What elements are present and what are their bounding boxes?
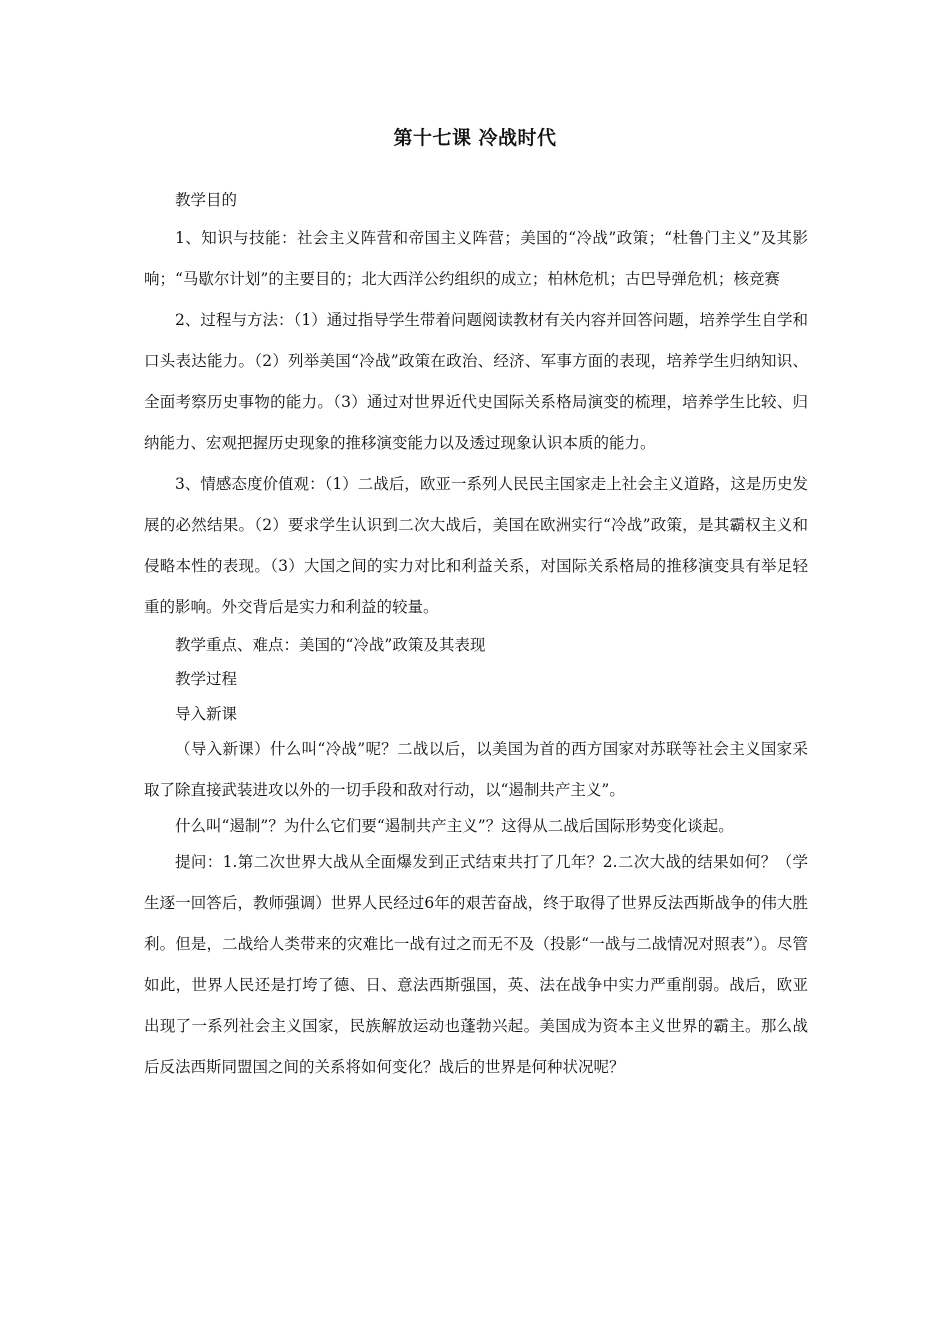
paragraph-knowledge-skills: 1、知识与技能：社会主义阵营和帝国主义阵营；美国的“冷战”政策；“杜鲁门主义”及其影响；“马歇尔计划”的主要目的；北大西洋公约组织的成立；柏林危机；古巴导弹危机；核竞赛 xyxy=(144,228,808,288)
document-body xyxy=(144,185,808,1088)
paragraph-questions: 提问：1.第二次世界大战从全面爆发到正式结束共打了几年？2.二次大战的结果如何？（学生逐一回答后，教师强调）世界人民经过6年的艰苦奋战，终于取得了世界反法西斯战争的伟大胜利。但是，二战给人类带来的灾难比一战有过之而无不及（投影“一战与二战情况对照表”）。尽管如此，世界人民还是打垮了德、日、意法西斯强国，英、法在战争中实力严重削弱。战后，欧亚出现了一系列社会主义国家，民族解放运动也蓬勃兴起。美国成为资本主义世界的霸主。那么战后反法西斯同盟国之间的关系将如何变化？战后的世界是何种状况呢？ xyxy=(144,852,808,1076)
document-title: 第十七课 冷战时代 xyxy=(393,127,557,149)
paragraph-containment-question: 什么叫“遏制”？为什么它们要“遏制共产主义”？这得从二战后国际形势变化谈起。 xyxy=(175,817,734,835)
section-heading-process: 教学过程 xyxy=(175,670,238,688)
section-heading-objectives: 教学目的 xyxy=(175,191,238,209)
paragraph-key-points: 教学重点、难点：美国的“冷战”政策及其表现 xyxy=(175,635,486,654)
paragraph-process-methods: 2、过程与方法：（1）通过指导学生带着问题阅读教材有关内容并回答问题，培养学生自学和口头表达能力。（2）列举美国“冷战”政策在政治、经济、军事方面的表现，培养学生归纳知识、全面考察历史事物的能力。（3）通过对世界近代史国际关系格局演变的梳理，培养学生比较、归纳能力、宏观把握历史现象的推移演变能力以及透过现象认识本质的能力。 xyxy=(144,310,808,452)
section-heading-intro: 导入新课 xyxy=(175,704,238,723)
paragraph-attitudes-values: 3、情感态度价值观：（1）二战后，欧亚一系列人民民主国家走上社会主义道路，这是历史发展的必然结果。（2）要求学生认识到二次大战后，美国在欧洲实行“冷战”政策，是其霸权主义和侵略本性的表现。（3）大国之间的实力对比和利益关系，对国际关系格局的推移演变具有举足轻重的影响。外交背后是实力和利益的较量。 xyxy=(144,474,808,616)
paragraph-intro: （导入新课）什么叫“冷战”呢？二战以后，以美国为首的西方国家对苏联等社会主义国家采取了除直接武装进攻以外的一切手段和敌对行动，以“遏制共产主义”。 xyxy=(144,740,808,799)
